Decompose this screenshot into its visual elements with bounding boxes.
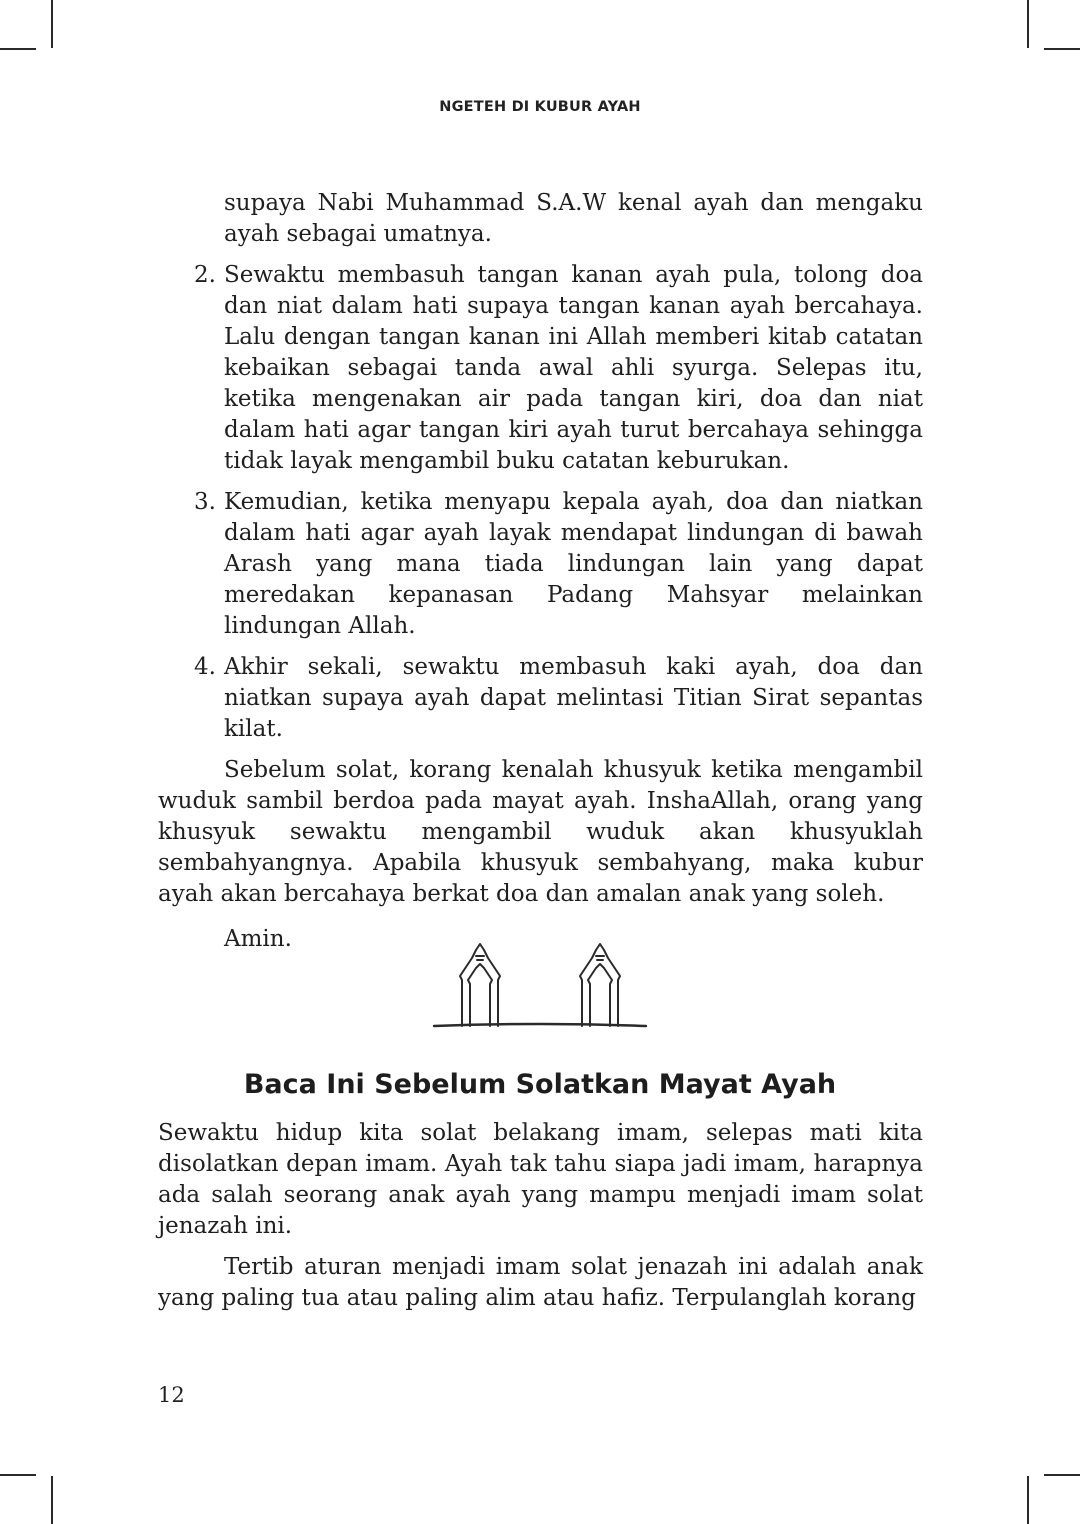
crop-mark-top-left [51,0,53,48]
amin-line: Amin. [224,926,292,952]
section-body [158,1118,923,1314]
crop-mark-top-left-h [0,48,36,50]
section-paragraph: Sewaktu hidup kita solat belakang imam, selepas mati kita disolatkan depan imam. Ayah tak tahu siapa jadi imam, harapnya ada salah seorang anak ayah yang mampu menjadi imam solat jenazah ini. [158,1120,923,1239]
list-item [158,652,923,745]
crop-mark-bottom-right-h [1044,1474,1080,1476]
page-number: 12 [158,1383,185,1407]
list-item-number: 4. [194,654,216,680]
list-item [158,260,923,477]
list-item-text: Sewaktu membasuh tangan kanan ayah pula, tolong doa dan niat dalam hati supaya tangan kanan ayah bercahaya. Lalu dengan tangan kanan ini Allah memberi kitab catatan kebaikan sebagai tanda awal ahli syurga. Selepas itu, ketika mengenakan air pada tangan kiri, doa dan niat dalam hati agar tangan kiri ayah turut bercahaya sehingga tidak layak mengambil buku catatan keburukan. [224,262,923,474]
continuation-paragraph: supaya Nabi Muhammad S.A.W kenal ayah dan mengaku ayah sebagai umatnya. [224,190,923,247]
list-item [158,487,923,642]
list-item-text: Kemudian, ketika menyapu kepala ayah, doa dan niatkan dalam hati agar ayah layak mendapat lindungan di bawah Arash yang mana tiada lindungan lain yang dapat meredakan kepanasan Padang Mahsyar melainkan lindungan Allah. [224,489,923,639]
list-item-number: 2. [194,262,216,288]
list-item-number: 3. [194,489,216,515]
body-paragraph: Sebelum solat, korang kenalah khusyuk ketika mengambil wuduk sambil berdoa pada mayat ayah. InshaAllah, orang yang khusyuk sewaktu mengambil wuduk akan khusyuklah sembahyangnya. Apabila khusyuk sembahyang, maka kubur ayah akan bercahaya berkat doa dan amalan anak yang soleh. [158,757,923,907]
crop-mark-top-right [1027,0,1029,48]
twin-gravestones-ornament-icon [430,940,650,1032]
crop-mark-bottom-right [1027,1476,1029,1524]
crop-mark-bottom-left [51,1476,53,1524]
crop-mark-bottom-left-h [0,1474,36,1476]
crop-mark-top-right-h [1044,48,1080,50]
section-heading: Baca Ini Sebelum Solatkan Mayat Ayah [243,1069,837,1100]
section-paragraph: Tertib aturan menjadi imam solat jenazah ini adalah anak yang paling tua atau paling alim atau hafiz. Terpulanglah korang [158,1254,923,1311]
main-text [158,188,923,955]
numbered-list [158,260,923,745]
running-head: NGETEH DI KUBUR AYAH [439,99,641,115]
after-list-block [92,755,923,955]
list-item-text: Akhir sekali, sewaktu membasuh kaki ayah, doa dan niatkan supaya ayah dapat melintasi Titian Sirat sepantas kilat. [224,654,923,742]
